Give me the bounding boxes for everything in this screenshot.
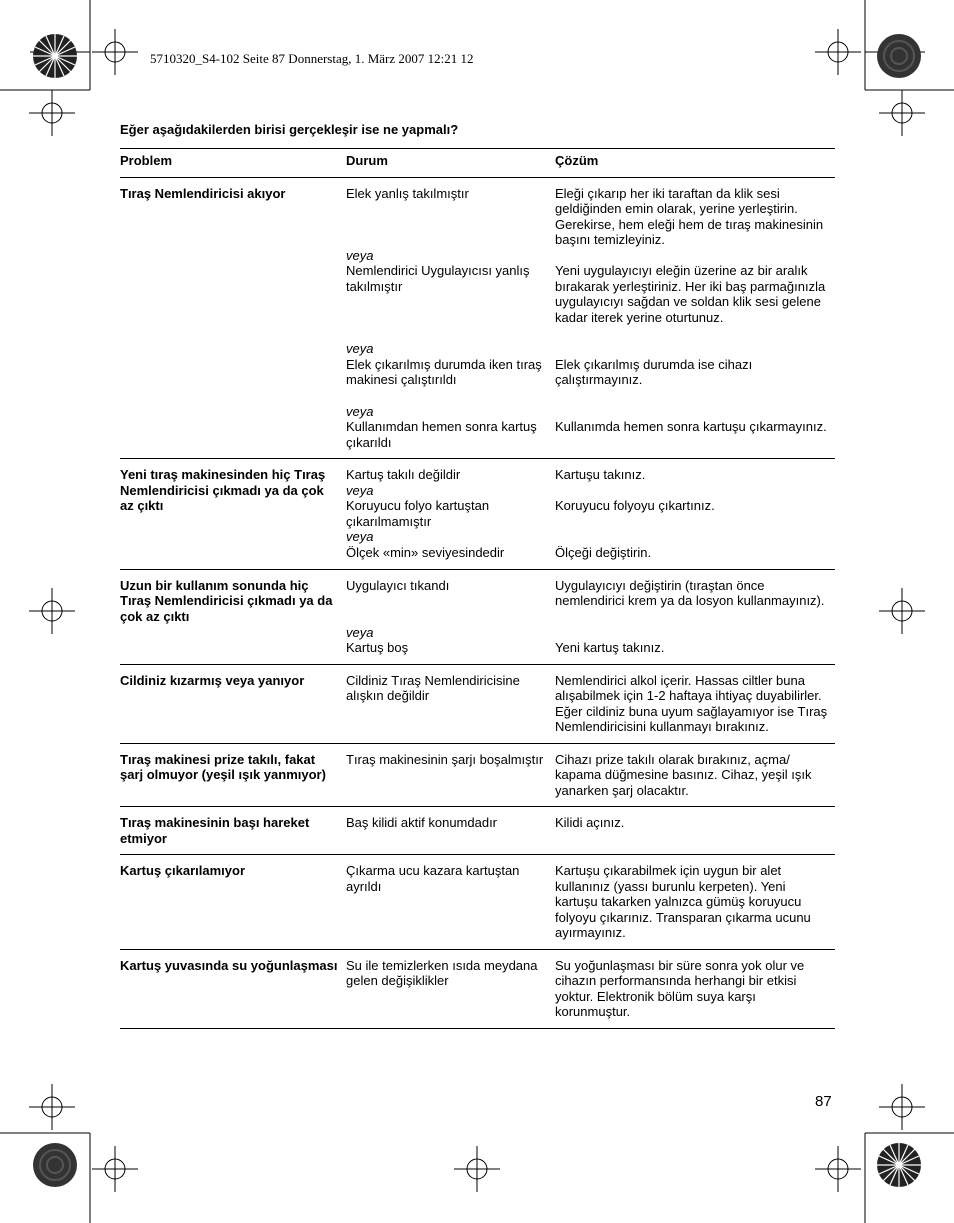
cause-text: Çıkarma ucu kazara kartuştan ayrıldı [346,863,520,894]
table-row [120,569,835,664]
problem-cell: Cildiniz kızarmış veya yanıyor [120,664,346,743]
table-row [120,177,835,459]
solution-cell [555,569,835,664]
table-row [120,949,835,1028]
cause-text: Elek yanlış takılmıştır [346,185,469,201]
print-header: 5710320_S4-102 Seite 87 Donnerstag, 1. März 2007 12:21 12 [150,51,474,66]
table-header-row [120,149,835,178]
table-row [120,855,835,950]
column-header-cause: Durum [346,149,555,178]
cause-text: Su ile temizlerken ısıda meydana gelen değişiklikler [346,957,538,988]
solution-text: Cihazı prize takılı olarak bırakınız, açma/ kapama düğmesine basınız. Cihaz, yeşil ışık yanarken şarj olacaktır. [555,751,812,798]
cause-text: Cildiniz Tıraş Nemlendiricisine alışkın değildir [346,672,520,703]
cause-cell [346,664,555,743]
cause-text: Kartuş takılı değildir [346,467,461,482]
problem-cell: Tıraş makinesinin başı hareket etmiyor [120,807,346,855]
solution-text: Kartuşu çıkarabilmek için uygun bir alet kullanınız (yassı burunlu kerpeten). Yeni kartuşu takarken yalnızca gümüş koruyucu folyoyu çıkarınız. Transparan çıkarma ucunu ayırmayınız. [555,863,811,940]
column-header-problem: Problem [120,149,346,178]
solution-text: Uygulayıcıyı değiştirin (tıraştan önce nemlendirici krem ya da losyon kullanmayınız). [555,577,825,608]
starburst-icon [33,1143,77,1187]
cause-text: Koruyucu folyo kartuştan çıkarılmamıştır [346,498,490,529]
solution-text: Su yoğunlaşması bir süre sonra yok olur ve cihazın performansında herhangi bir etkisi yoktur. Elektronik bölüm suya karşı korunmuştur. [555,957,805,1019]
or-label: veya [346,529,374,544]
cause-text: Elek çıkarılmış durumda iken tıraş makinesi çalıştırıldı [346,356,542,387]
solution-cell [555,459,835,570]
cause-cell [346,807,555,855]
section-heading: Eğer aşağıdakilerden birisi gerçekleşir ise ne yapmalı? [120,122,459,137]
solution-text: Yeni uygulayıcıyı eleğin üzerine az bir aralık bırakarak yerleştiriniz. Her iki baş parmağınızla uygulayıcıyı sağdan ve soldan klik sesi gelene kadar iterek yerine oturtunuz. [555,263,826,325]
solution-cell [555,177,835,459]
page-number: 87 [815,1093,832,1110]
table-row [120,664,835,743]
solution-cell [555,807,835,855]
problem-cell: Yeni tıraş makinesinden hiç Tıraş Nemlendiricisi çıkmadı ya da çok az çıktı [120,459,346,570]
solution-text: Elek çıkarılmış durumda ise cihazı çalıştırmayınız. [555,356,753,387]
cause-cell [346,569,555,664]
cause-text: Kartuş boş [346,640,409,655]
solution-text: Yeni kartuş takınız. [555,639,665,655]
cause-text: Uygulayıcı tıkandı [346,577,450,593]
cause-cell [346,949,555,1028]
troubleshooting-table [120,148,835,1029]
problem-cell: Tıraş makinesi prize takılı, fakat şarj olmuyor (yeşil ışık yanmıyor) [120,743,346,807]
cause-cell [346,743,555,807]
solution-text: Eleği çıkarıp her iki taraftan da klik sesi geldiğinden emin olarak, yerine yerleştirin. Gerekirse, hem eleği hem de tıraş makinesinin başını temizleyiniz. [555,185,824,247]
problem-cell: Kartuş çıkarılamıyor [120,855,346,950]
cause-text: Baş kilidi aktif konumdadır [346,815,498,830]
table-row [120,743,835,807]
starburst-icon [33,34,77,78]
column-header-solution: Çözüm [555,149,835,178]
table-row [120,807,835,855]
solution-text: Koruyucu folyoyu çıkartınız. [555,498,715,513]
cause-text: Nemlendirici Uygulayıcısı yanlış takılmıştır [346,263,530,294]
or-label: veya [346,247,374,263]
or-label: veya [346,341,374,356]
starburst-icon [877,1143,921,1187]
or-label: veya [346,403,374,419]
problem-cell: Tıraş Nemlendiricisi akıyor [120,177,346,459]
solution-cell [555,949,835,1028]
solution-text: Kullanımda hemen sonra kartuşu çıkarmayınız. [555,419,827,434]
starburst-icon [877,34,921,78]
cause-text: Kullanımdan hemen sonra kartuş çıkarıldı [346,419,537,450]
cause-text: Tıraş makinesinin şarjı boşalmıştır [346,751,544,767]
solution-cell [555,855,835,950]
solution-text: Kartuşu takınız. [555,467,646,482]
or-label: veya [346,624,374,640]
cause-cell [346,855,555,950]
solution-cell [555,743,835,807]
problem-cell: Uzun bir kullanım sonunda hiç Tıraş Nemlendiricisi çıkmadı ya da çok az çıktı [120,569,346,664]
solution-text: Ölçeği değiştirin. [555,545,652,560]
or-label: veya [346,482,374,498]
cause-text: Ölçek «min» seviyesindedir [346,544,505,560]
cause-cell [346,459,555,570]
solution-text: Nemlendirici alkol içerir. Hassas ciltler buna alışabilmek için 1-2 haftaya ihtiyaç duyabilirler. Eğer cildiniz buna uyum sağlayamıyor ise Tıraş Nemlendiricisini kullanmayı bırakınız. [555,672,828,734]
problem-cell: Kartuş yuvasında su yoğunlaşması [120,949,346,1028]
solution-text: Kilidi açınız. [555,815,625,830]
solution-cell [555,664,835,743]
cause-cell [346,177,555,459]
table-row [120,459,835,570]
